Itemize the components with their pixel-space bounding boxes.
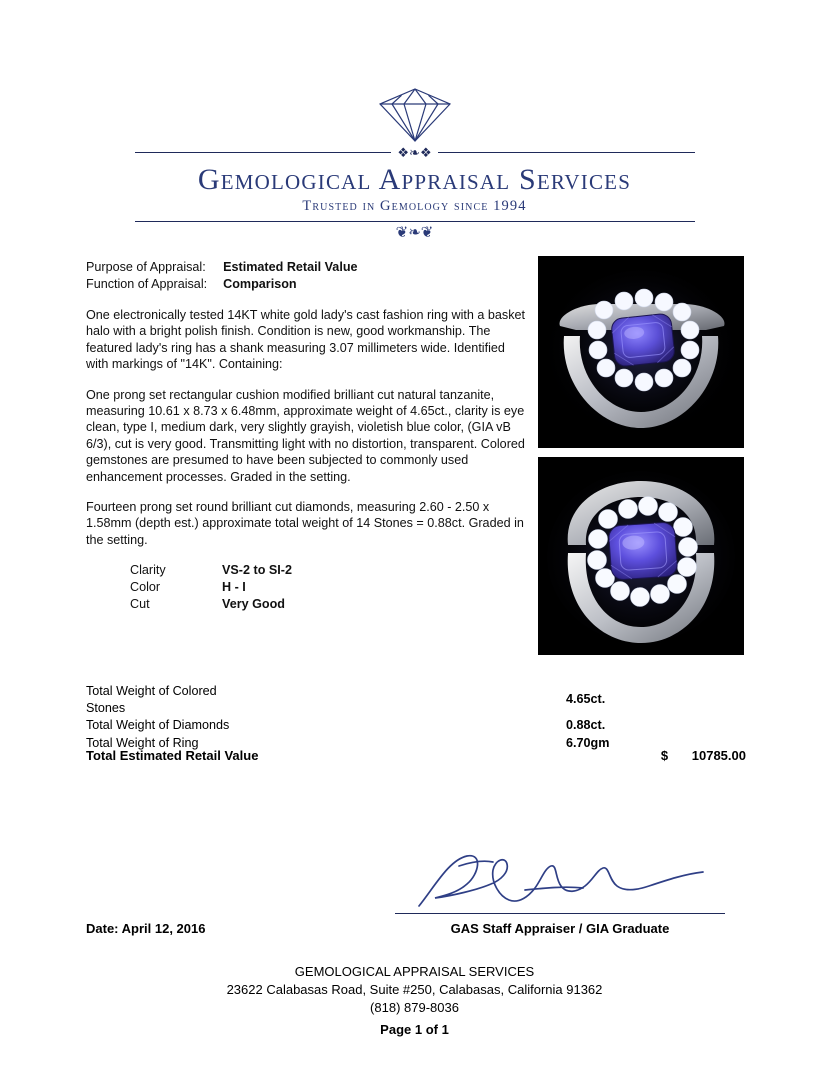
spec-key: Color [130,580,161,595]
footer-phone: (818) 879-8036 [370,1000,459,1015]
purpose-table [86,260,358,293]
spec-value: VS-2 to SI-2 [222,563,292,578]
signature-line [395,913,725,914]
ornament-icon: ❖❧❖ [397,145,432,160]
total-amount: 6.70gm [566,735,610,750]
header-rule-top [135,146,695,159]
spec-key: Cut [130,597,150,612]
currency-symbol: $ [660,748,669,763]
total-amount: 4.65ct. [566,692,606,707]
table-row [86,683,746,717]
table-row [130,579,292,596]
grand-total-row [86,748,746,763]
diamond-specs-table [130,562,292,613]
table-row [86,260,358,277]
grand-total-label: Total Estimated Retail Value [86,748,259,763]
spec-key: Clarity [130,563,166,578]
purpose-label: Purpose of Appraisal: [86,260,206,274]
function-label: Function of Appraisal: [86,276,208,291]
footer-address: 23622 Calabasas Road, Suite #250, Calabasas, California 91362 [226,982,603,997]
table-row [130,562,292,579]
ring-photo-top [538,256,744,448]
totals-table [86,683,746,752]
table-row [86,717,746,735]
table-row [130,596,292,613]
table-row [86,277,358,294]
company-tagline: Trusted in Gemology since 1994 [302,198,527,214]
grand-total-amount: 10785.00 [691,748,746,763]
description-paragraph-3: Fourteen prong set round brilliant cut diamonds, measuring 2.60 - 2.50 x 1.58mm (depth est.) approximate total weight of 14 Stones = 0.88ct. Graded in the setting. [86,500,524,547]
description-paragraph-2: One prong set rectangular cushion modified brilliant cut natural tanzanite, measuring 10.61 x 8.73 x 6.48mm, approximate weight of 4.65ct., clarity is eye clean, type I, medium dark, very slightly grayish, violetish blue color, (GIA vB 6/3), cut is very good. Transmitting light with no distortion, transparent. Colored gemstones are presumed to have been subjected to commonly used enhancement processes. Graded in the setting. [86,387,525,484]
ring-image-angled [538,256,744,448]
flourish-icon: ❦❧❦ [395,224,434,241]
letterhead [0,86,829,240]
total-label: Total Weight of Colored Stones [86,684,217,715]
appraisal-body [86,260,526,613]
appraisal-date: Date: April 12, 2016 [86,921,206,936]
company-name: Gemological Appraisal Services [197,163,632,196]
ring-image-top [538,457,744,655]
page-number: Page 1 of 1 [380,1022,449,1037]
signature-icon [405,846,715,916]
signature-block [395,848,725,920]
function-value: Comparison [223,276,297,291]
footer-company: GEMOLOGICAL APPRAISAL SERVICES [294,964,535,979]
ring-photo-bottom [538,457,744,655]
document-footer [0,963,829,1039]
description-paragraph-1: One electronically tested 14KT white gold lady's cast fashion ring with a basket halo with a bright polish finish. Condition is new, good workmanship. The featured lady's ring has a shank measuring 3.07 millimeters wide. Identified with markings of "14K". Containing: [86,308,525,372]
appraiser-caption: GAS Staff Appraiser / GIA Graduate [450,921,670,936]
total-amount: 0.88ct. [566,718,606,732]
spec-value: Very Good [222,597,285,612]
header-rule-bottom [135,221,695,222]
total-label: Total Weight of Ring [86,735,199,750]
diamond-icon [360,86,470,144]
spec-value: H - I [222,580,246,595]
purpose-value: Estimated Retail Value [223,260,358,274]
total-label: Total Weight of Diamonds [86,718,230,732]
